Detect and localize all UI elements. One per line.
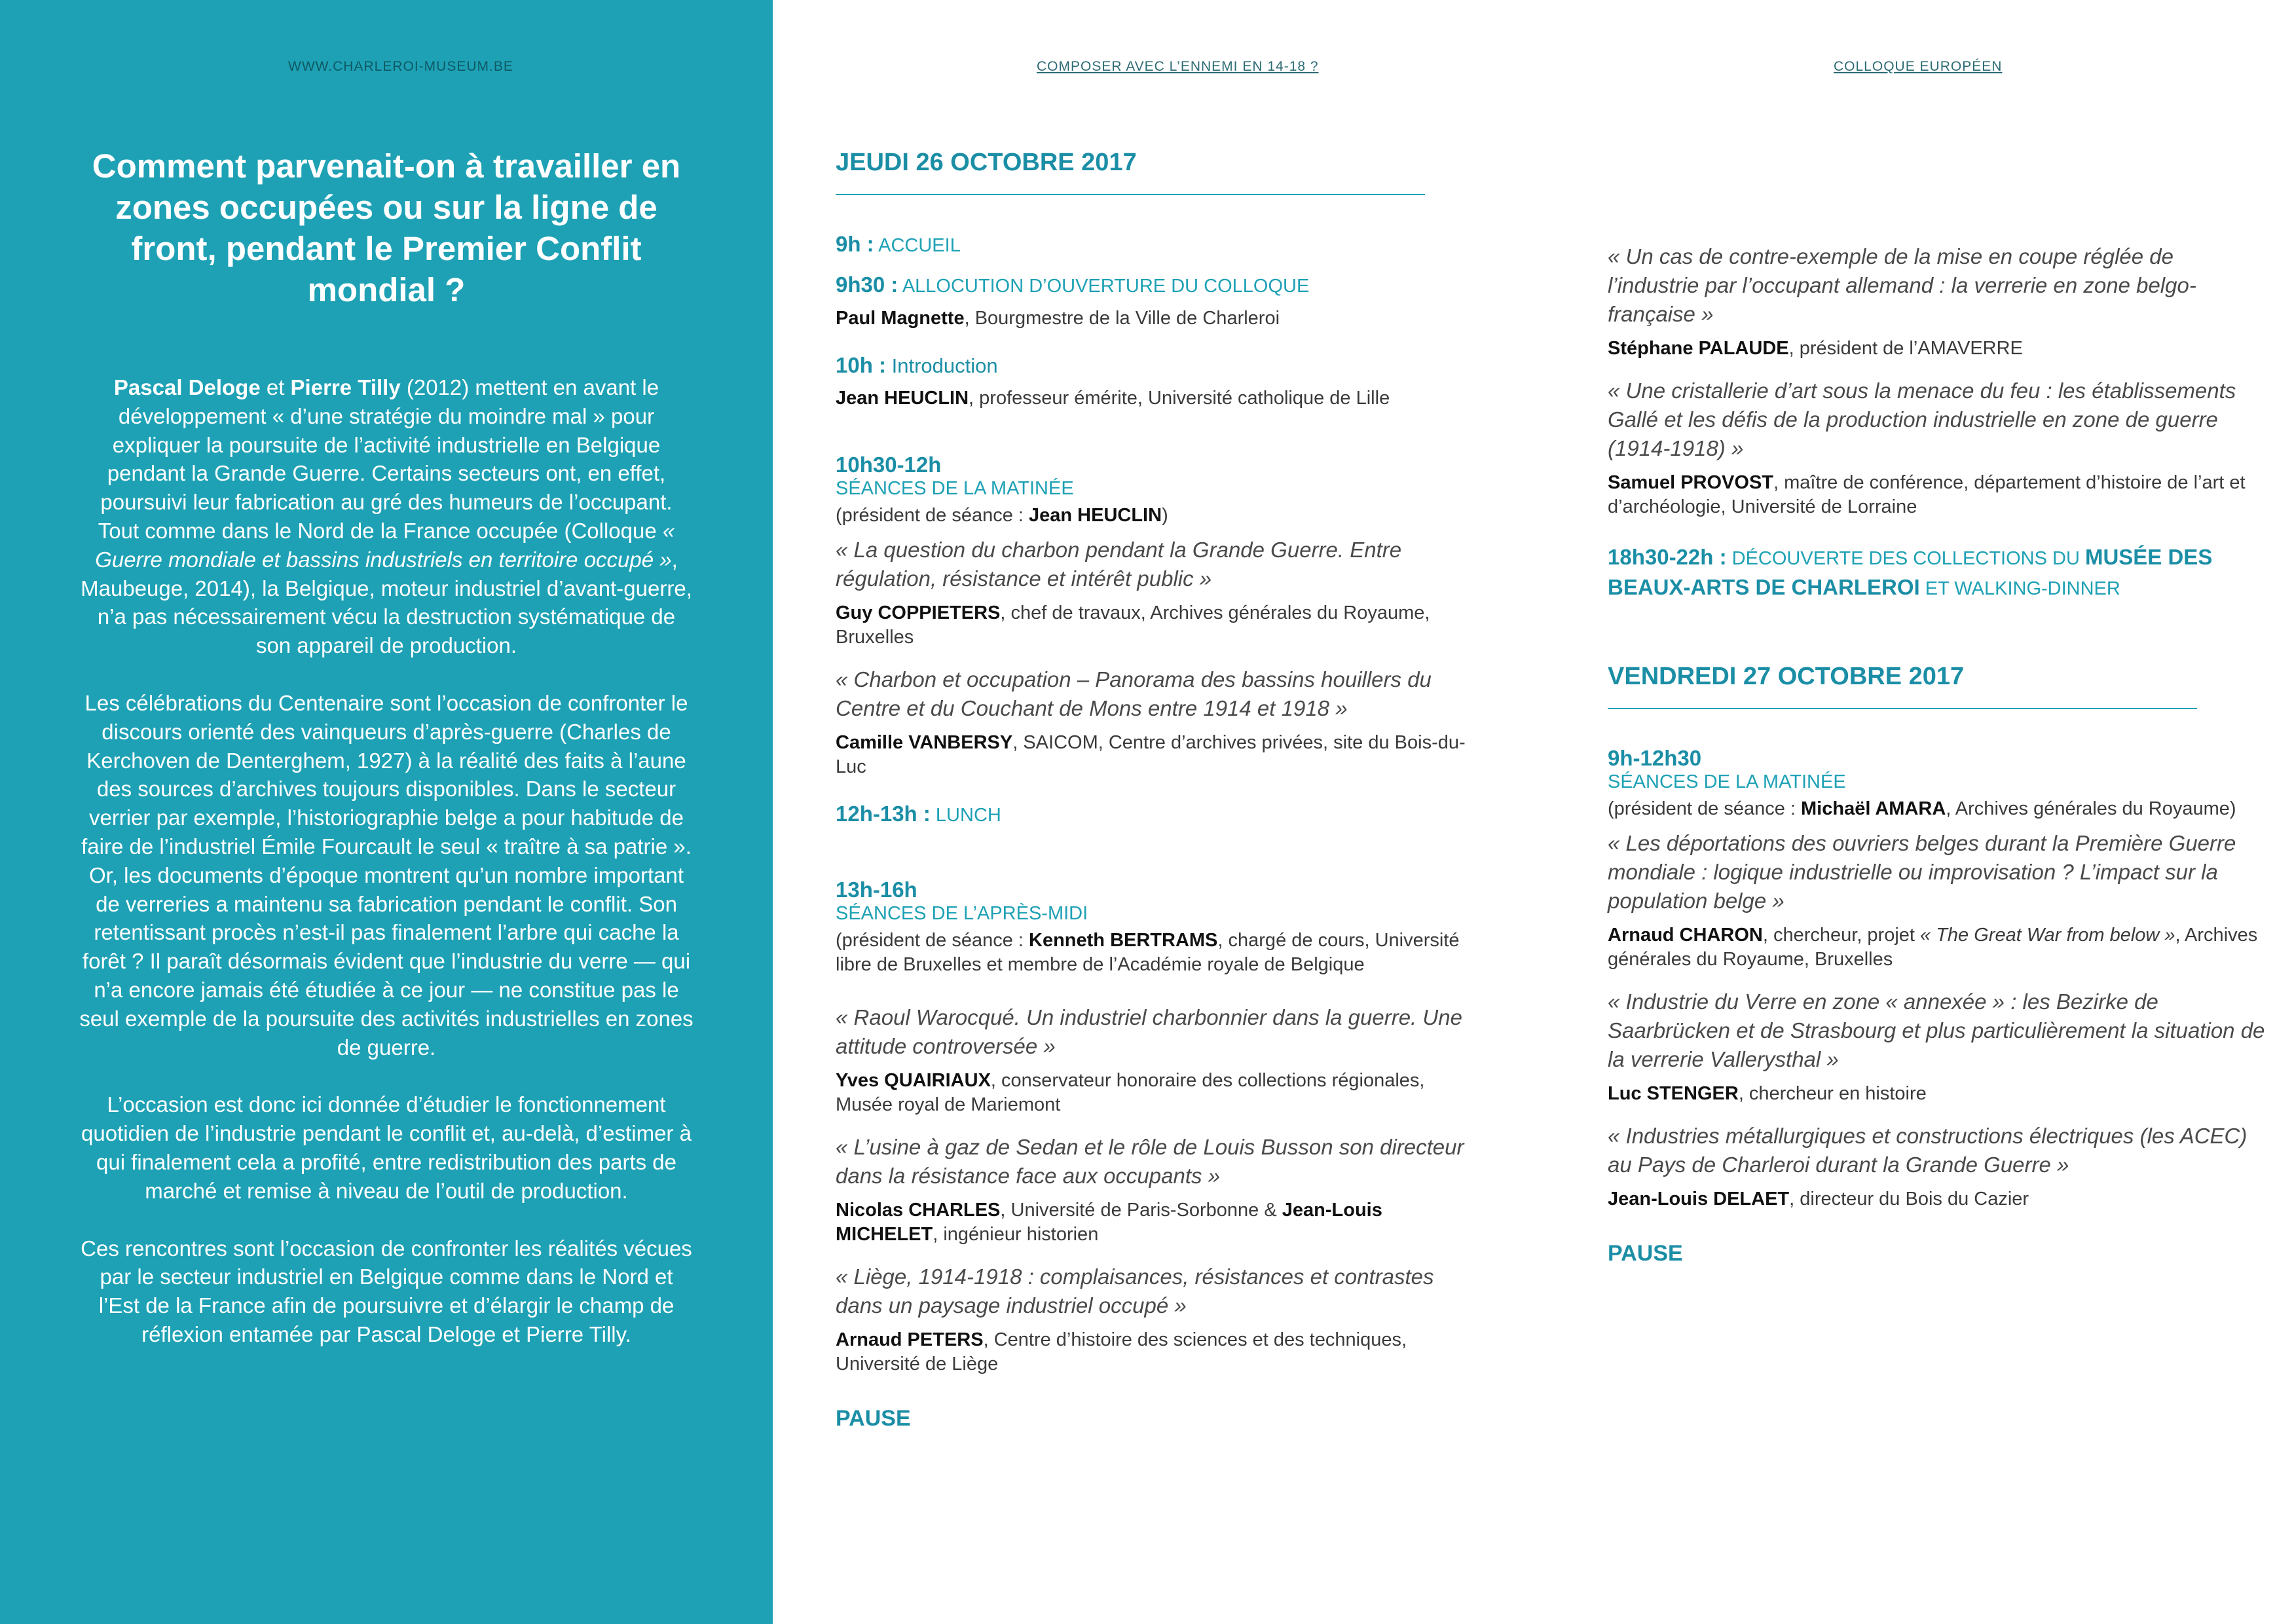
speaker-name: Camille VANBERSY [836, 732, 1013, 753]
talk-speaker [1608, 471, 2269, 519]
intro-and: et [260, 375, 291, 399]
speaker-role: , professeur émérite, Université catholique de Lille [969, 388, 1390, 409]
day2-matinee-label: SÉANCES DE LA MATINÉE [1608, 771, 1846, 792]
accueil-item [836, 232, 1477, 258]
talk-speaker [836, 1069, 1477, 1117]
talk-title: « Charbon et occupation – Panorama des bassins houillers du Centre et du Couchant de Mons entre 1914 et 1918 » [836, 667, 1432, 720]
speaker-role-end: , Archives générales du Royaume, Bruxelles [1608, 925, 2258, 970]
speaker-name-2: Jean-Louis MICHELET [836, 1200, 1382, 1245]
talk-title: « Raoul Warocqué. Un industriel charbonnier dans la guerre. Une attitude controversée » [836, 1005, 1462, 1058]
introduction-item [836, 353, 1477, 378]
introduction-time: 10h : [836, 353, 887, 377]
president-prefix: (président de séance : [1608, 798, 1802, 819]
evening-item [1608, 543, 2269, 603]
ouverture-label: ALLOCUTION D’OUVERTURE DU COLLOQUE [898, 276, 1310, 297]
talk-title: « Industrie du Verre en zone « annexée » : les Bezirke de Saarbrücken et de Strasbourg et plus particulièrement la situation de la verrerie Vallerysthal » [1608, 989, 2265, 1071]
speaker-name: Jean-Louis DELAET [1608, 1189, 1790, 1209]
talk-speaker [836, 731, 1477, 779]
author-tilly: Pierre Tilly [290, 375, 401, 399]
speaker-role: , directeur du Bois du Cazier [1789, 1189, 2029, 1209]
talk-title: « L’usine à gaz de Sedan et le rôle de Louis Busson son directeur dans la résistance face aux occupants » [836, 1135, 1464, 1188]
talk-title: « Les déportations des ouvriers belges durant la Première Guerre mondiale : logique industrielle ou improvisation ? L’impact sur la population belge » [1608, 831, 2236, 913]
speaker-role: , SAICOM, Centre d’archives privées, site du Bois-du-Luc [836, 732, 1466, 777]
day2-title: VENDREDI 27 OCTOBRE 2017 [1608, 663, 1965, 690]
lunch-label: LUNCH [930, 805, 1001, 826]
intro-p1-text: (2012) mettent en avant le développement « d’une stratégie du moindre mal » pour expliquer la poursuite de l’activité industrielle en Belgique pendant la Grande Guerre. Certains secteurs ont, en effet, poursuivi leur fabrication au gré des humeurs de l’occupant. Tout comme dans le Nord de la France occupée (Colloque [98, 375, 673, 543]
speaker-role: , maître de conférence, département d’histoire de l’art et d’archéologie, Université de Lorraine [1608, 472, 2246, 517]
talk-title: « Une cristallerie d’art sous la menace du feu : les établissements Gallé et les défis de la production industrielle en zone de guerre (1914-1918) » [1608, 378, 2236, 460]
speaker-role: , Centre d’histoire des sciences et des techniques, Université de Liège [836, 1329, 1407, 1375]
intro-paragraph-4: Ces rencontres sont l’occasion de confronter les réalités vécues par le secteur industriel en Belgique comme dans le Nord et l’Est de la France afin de poursuivre et d’élargir le champ de réflexion entamée par Pascal Deloge et Pierre Tilly. [81, 1236, 692, 1346]
day2-divider [1608, 708, 2197, 709]
intro-p1-title: « Guerre mondiale et bassins industriels en territoire occupé » [95, 518, 675, 572]
talk-speaker [1608, 1082, 2269, 1106]
president-prefix: (président de séance : [836, 505, 1029, 526]
talk-speaker [1608, 923, 2269, 972]
intro-paragraph-2: Les célébrations du Centenaire sont l’occasion de confronter le discours orienté des vainqueurs d’après-guerre (Charles de Kerchoven de Denterghem, 1927) à la réalité des faits à l’aune des sources d’archives toujours disponibles. Dans le secteur verrier par exemple, l’historiographie belge a pour habitude de faire de l’industriel Émile Fourcault le seul « traître à sa patrie ». Or, les documents d’époque montrent qu’un nombre important de verreries a maintenu sa fabrication pendant le conflit. Son retentissant procès n’est-il pas finalement l’arbre qui cache la forêt ? Il paraît désormais évident que l’industrie du verre — qui n’a encore jamais été étudiée à ce jour — ne constitue pas le seul exemple de la poursuite des activités industrielles en zones de guerre. [79, 690, 694, 1060]
accueil-time: 9h : [836, 232, 874, 256]
pause-label: PAUSE [1608, 1241, 1683, 1266]
president-suffix: ) [1162, 505, 1168, 526]
evening-label-end: ET WALKING-DINNER [1919, 578, 2120, 599]
intro-panel [0, 0, 773, 1624]
introduction-speaker [836, 386, 1477, 411]
speaker-role-2: , ingénieur historien [933, 1224, 1099, 1245]
ouverture-time: 9h30 : [836, 272, 898, 297]
program-day1-continued-day2 [1608, 242, 2269, 1266]
talk-speaker [836, 1198, 1477, 1247]
president-prefix: (président de séance : [836, 930, 1029, 951]
evening-label: DÉCOUVERTE DES COLLECTIONS DU [1726, 548, 2085, 569]
project-name: « The Great War from below » [1920, 925, 2175, 946]
talk-title: « Industries métallurgiques et constructions électriques (les ACEC) au Pays de Charleroi durant la Grande Guerre » [1608, 1124, 2247, 1177]
talk-speaker [836, 1328, 1477, 1376]
website-runhead: WWW.CHARLEROI-MUSEUM.BE [288, 59, 513, 74]
speaker-role: , chercheur, projet [1762, 925, 1921, 946]
ouverture-item [836, 272, 1477, 299]
speaker-name: Jean HEUCLIN [836, 388, 969, 409]
day1-divider [836, 194, 1425, 195]
speaker-name: Luc STENGER [1608, 1083, 1739, 1104]
matinee-label: SÉANCES DE LA MATINÉE [836, 478, 1074, 499]
speaker-name: Samuel PROVOST [1608, 472, 1774, 493]
speaker-name: Arnaud CHARON [1608, 925, 1763, 946]
headline: Comment parvenait-on à travailler en zones occupées ou sur la ligne de front, pendant le Premier Conflit mondial ? [92, 147, 681, 308]
speaker-role: , Bourgmestre de la Ville de Charleroi [964, 308, 1280, 329]
talk-title: « Liège, 1914-1918 : complaisances, résistances et contrastes dans un paysage industriel occupé » [836, 1264, 1434, 1318]
museum-name: MUSÉE DES BEAUX-ARTS DE CHARLEROI [1608, 545, 2213, 599]
matinee-time: 10h30-12h [836, 452, 942, 477]
speaker-role: , Université de Paris-Sorbonne & [1000, 1200, 1282, 1221]
speaker-name: Paul Magnette [836, 308, 965, 329]
intro-p1-end: , Maubeuge, 2014), la Belgique, moteur industriel d’avant-guerre, n’a pas nécessairement vécu la destruction systématique de son appareil de production. [81, 547, 692, 658]
speaker-name: Guy COPPIETERS [836, 602, 1001, 623]
matinee-president [836, 504, 1477, 528]
president-role: , chargé de cours, Université libre de Bruxelles et membre de l’Académie royale de Belgique [836, 930, 1460, 975]
lunch-item [836, 802, 1477, 828]
accueil-label: ACCUEIL [874, 235, 961, 256]
talk-speaker [1608, 1187, 2269, 1211]
apres-midi-president [836, 929, 1477, 977]
author-deloge: Pascal Deloge [113, 375, 261, 399]
intro-text [79, 373, 694, 1378]
apres-midi-label: SÉANCES DE L’APRÈS-MIDI [836, 903, 1088, 924]
speaker-name: Stéphane PALAUDE [1608, 338, 1789, 359]
day2-president [1608, 797, 2269, 821]
pause-label: PAUSE [836, 1406, 911, 1431]
speaker-name: Arnaud PETERS [836, 1329, 984, 1350]
president-name: Jean HEUCLIN [1029, 505, 1162, 526]
speaker-name: Yves QUAIRIAUX [836, 1070, 991, 1091]
colloque-title-runhead: COMPOSER AVEC L’ENNEMI EN 14-18 ? [1037, 59, 1319, 74]
speaker-role: , président de l’AMAVERRE [1788, 338, 2023, 359]
talk-speaker [1608, 337, 2269, 361]
president-name: Kenneth BERTRAMS [1029, 930, 1218, 951]
day2-matinee-time: 9h-12h30 [1608, 746, 1702, 770]
lunch-time: 12h-13h : [836, 802, 931, 826]
introduction-label: Introduction [886, 354, 998, 377]
speaker-role: , chef de travaux, Archives générales du Royaume, Bruxelles [836, 602, 1430, 648]
speaker-role: , chercheur en histoire [1738, 1083, 1927, 1104]
day1-title: JEUDI 26 OCTOBRE 2017 [836, 149, 1137, 176]
speaker-name: Nicolas CHARLES [836, 1200, 1001, 1221]
ouverture-speaker [836, 306, 1477, 331]
talk-title: « La question du charbon pendant la Grande Guerre. Entre régulation, résistance et intérêt public » [836, 538, 1402, 591]
talk-title: « Un cas de contre-exemple de la mise en coupe réglée de l’industrie par l’occupant allemand : la verrerie en zone belgo-française » [1608, 244, 2196, 326]
colloque-type-runhead: COLLOQUE EUROPÉEN [1834, 59, 2003, 74]
intro-paragraph-1 [79, 373, 694, 660]
talk-speaker [836, 601, 1477, 650]
president-role: , Archives générales du Royaume) [1946, 798, 2236, 819]
speaker-role: , conservateur honoraire des collections régionales, Musée royal de Mariemont [836, 1070, 1425, 1115]
evening-time: 18h30-22h : [1608, 545, 1727, 569]
program-day1 [836, 147, 1477, 1431]
president-name: Michaël AMARA [1801, 798, 1946, 819]
intro-paragraph-3: L’occasion est donc ici donnée d’étudier le fonctionnement quotidien de l’industrie pendant le conflit et, au-delà, d’estimer à qui finalement cela a profité, entre redistribution des parts de marché et remise à niveau de l’outil de production. [81, 1092, 692, 1203]
apres-midi-time: 13h-16h [836, 877, 917, 902]
